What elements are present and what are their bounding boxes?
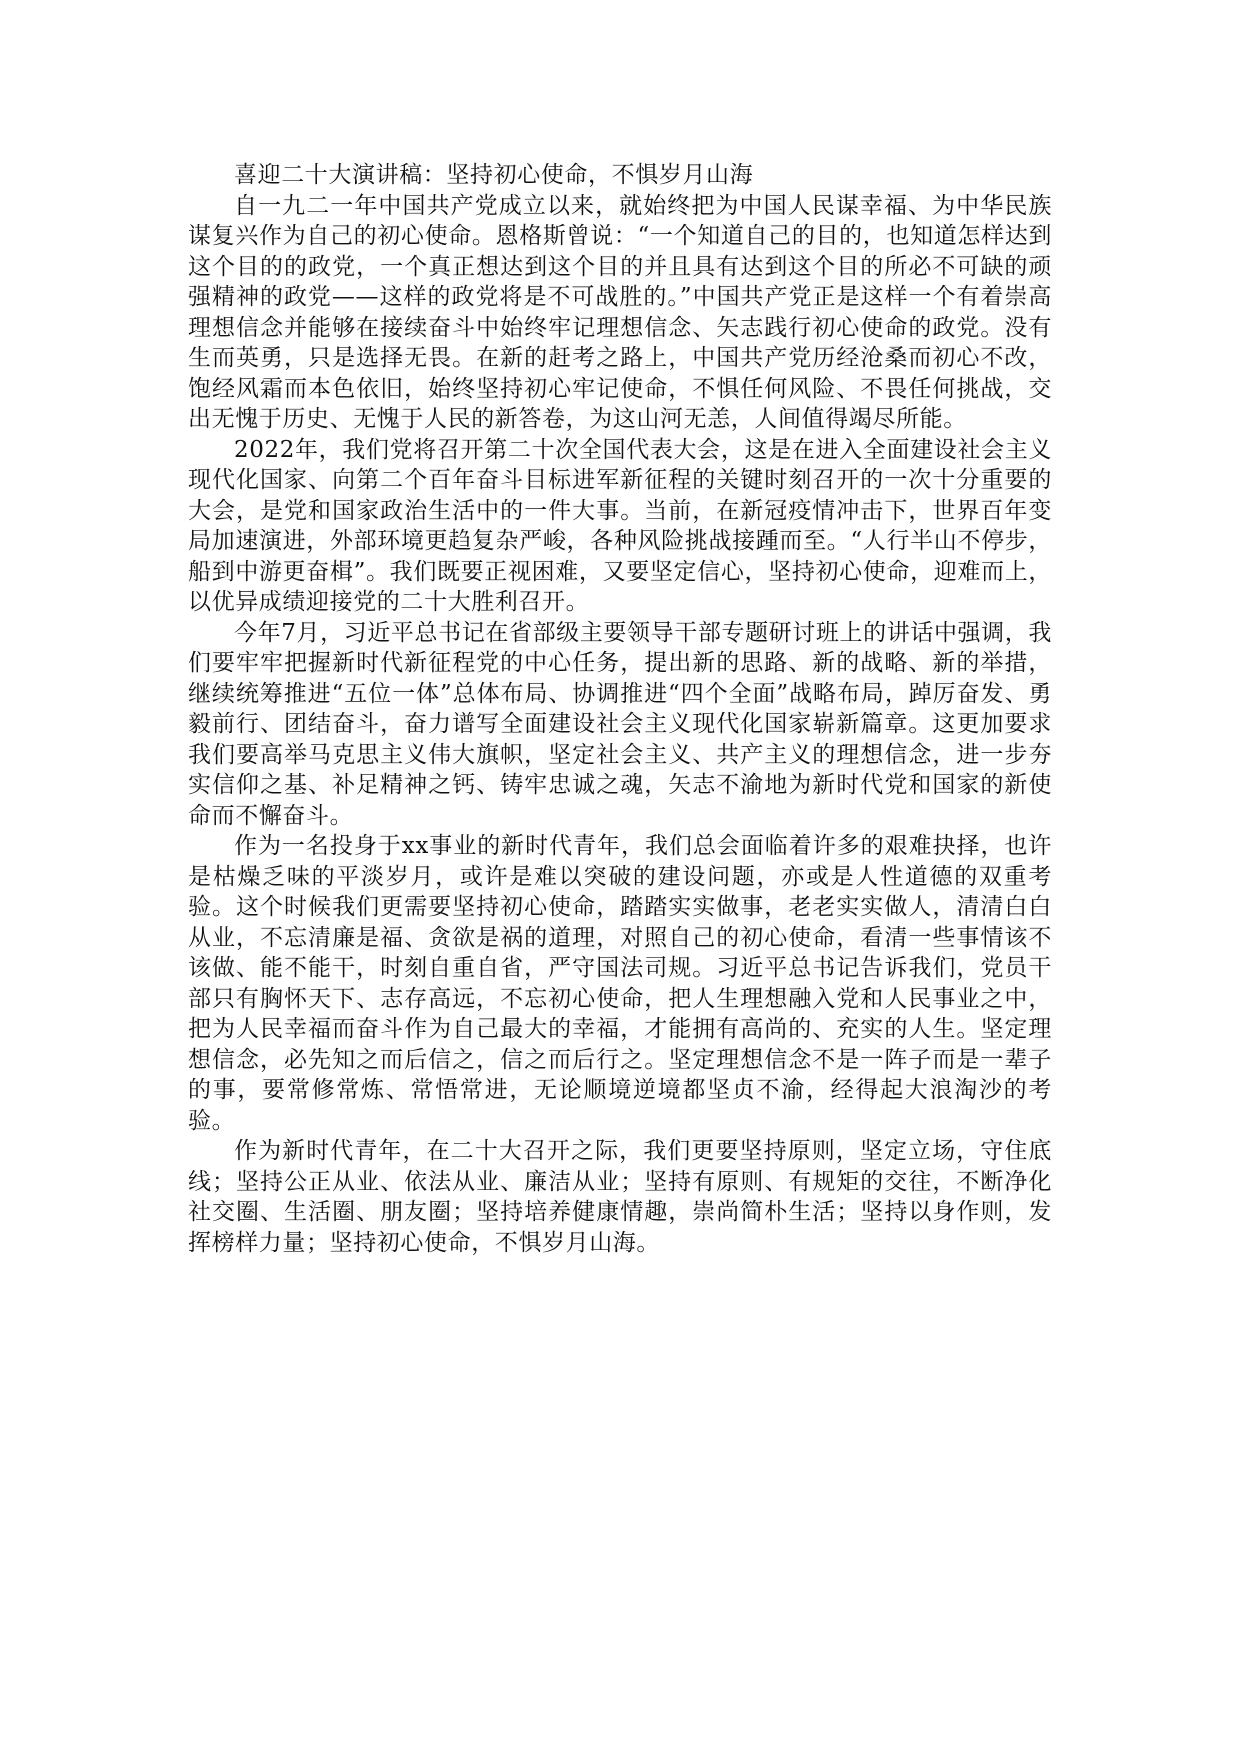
paragraph-3: 今年7月，习近平总书记在省部级主要领导干部专题研讨班上的讲话中强调，我们要牢牢把握新时代新征程党的中心任务，提出新的思路、新的战略、新的举措，继续统筹推进“五位一体”总体布局、协调推进“四个全面”战略布局，踔厉奋发、勇毅前行、团结奋斗，奋力谱写全面建设社会主义现代化国家崭新篇章。这更加要求我们要高举马克思主义伟大旗帜，坚定社会主义、共产主义的理想信念，进一步夯实信仰之基、补足精神之钙、铸牢忠诚之魂，矢志不渝地为新时代党和国家的新使命而不懈奋斗。 bbox=[188, 619, 1052, 829]
document-title: 喜迎二十大演讲稿：坚持初心使命，不惧岁月山海 bbox=[234, 162, 754, 188]
paragraph-1: 自一九二一年中国共产党成立以来，就始终把为中国人民谋幸福、为中华民族谋复兴作为自己的初心使命。恩格斯曾说：“一个知道自己的目的，也知道怎样达到这个目的的政党，一个真正想达到这个目的并且具有达到这个目的所必不可缺的顽强精神的政党——这样的政党将是不可战胜的。”中国共产党正是这样一个有着崇高理想信念并能够在接续奋斗中始终牢记理想信念、矢志践行初心使命的政党。没有生而英勇，只是选择无畏。在新的赶考之路上，中国共产党历经沧桑而初心不改，饱经风霜而本色依旧，始终坚持初心牢记使命，不惧任何风险、不畏任何挑战，交出无愧于历史、无愧于人民的新答卷，为这山河无恙，人间值得竭尽所能。 bbox=[188, 192, 1052, 432]
paragraph-4: 作为一名投身于xx事业的新时代青年，我们总会面临着许多的艰难抉择，也许是枯燥乏味的平淡岁月，或许是难以突破的建设问题，亦或是人性道德的双重考验。这个时候我们更需要坚持初心使命，踏踏实实做事，老老实实做人，清清白白从业，不忘清廉是福、贪欲是祸的道理，对照自己的初心使命，看清一些事情该不该做、能不能干，时刻自重自省，严守国法司规。习近平总书记告诉我们，党员干部只有胸怀天下、志存高远，不忘初心使命，把人生理想融入党和人民事业之中，把为人民幸福而奋斗作为自己最大的幸福，才能拥有高尚的、充实的人生。坚定理想信念，必先知之而后信之，信之而后行之。坚定理想信念不是一阵子而是一辈子的事，要常修常炼、常悟常进，无论顺境逆境都坚贞不渝，经得起大浪淘沙的考验。 bbox=[188, 833, 1052, 1134]
paragraph-2: 2022年，我们党将召开第二十次全国代表大会，这是在进入全面建设社会主义现代化国家、向第二个百年奋斗目标进军新征程的关键时刻召开的一次十分重要的大会，是党和国家政治生活中的一件大事。当前，在新冠疫情冲击下，世界百年变局加速演进，外部环境更趋复杂严峻，各种风险挑战接踵而至。“人行半山不停步，船到中游更奋楫”。我们既要正视困难，又要坚定信心，坚持初心使命，迎难而上，以优异成绩迎接党的二十大胜利召开。 bbox=[188, 436, 1052, 615]
paragraph-5: 作为新时代青年，在二十大召开之际，我们更要坚持原则，坚定立场，守住底线；坚持公正从业、依法从业、廉洁从业；坚持有原则、有规矩的交往，不断净化社交圈、生活圈、朋友圈；坚持培养健康情趣，崇尚简朴生活；坚持以身作则，发挥榜样力量；坚持初心使命，不惧岁月山海。 bbox=[188, 1138, 1052, 1256]
document-body bbox=[188, 160, 1052, 1258]
